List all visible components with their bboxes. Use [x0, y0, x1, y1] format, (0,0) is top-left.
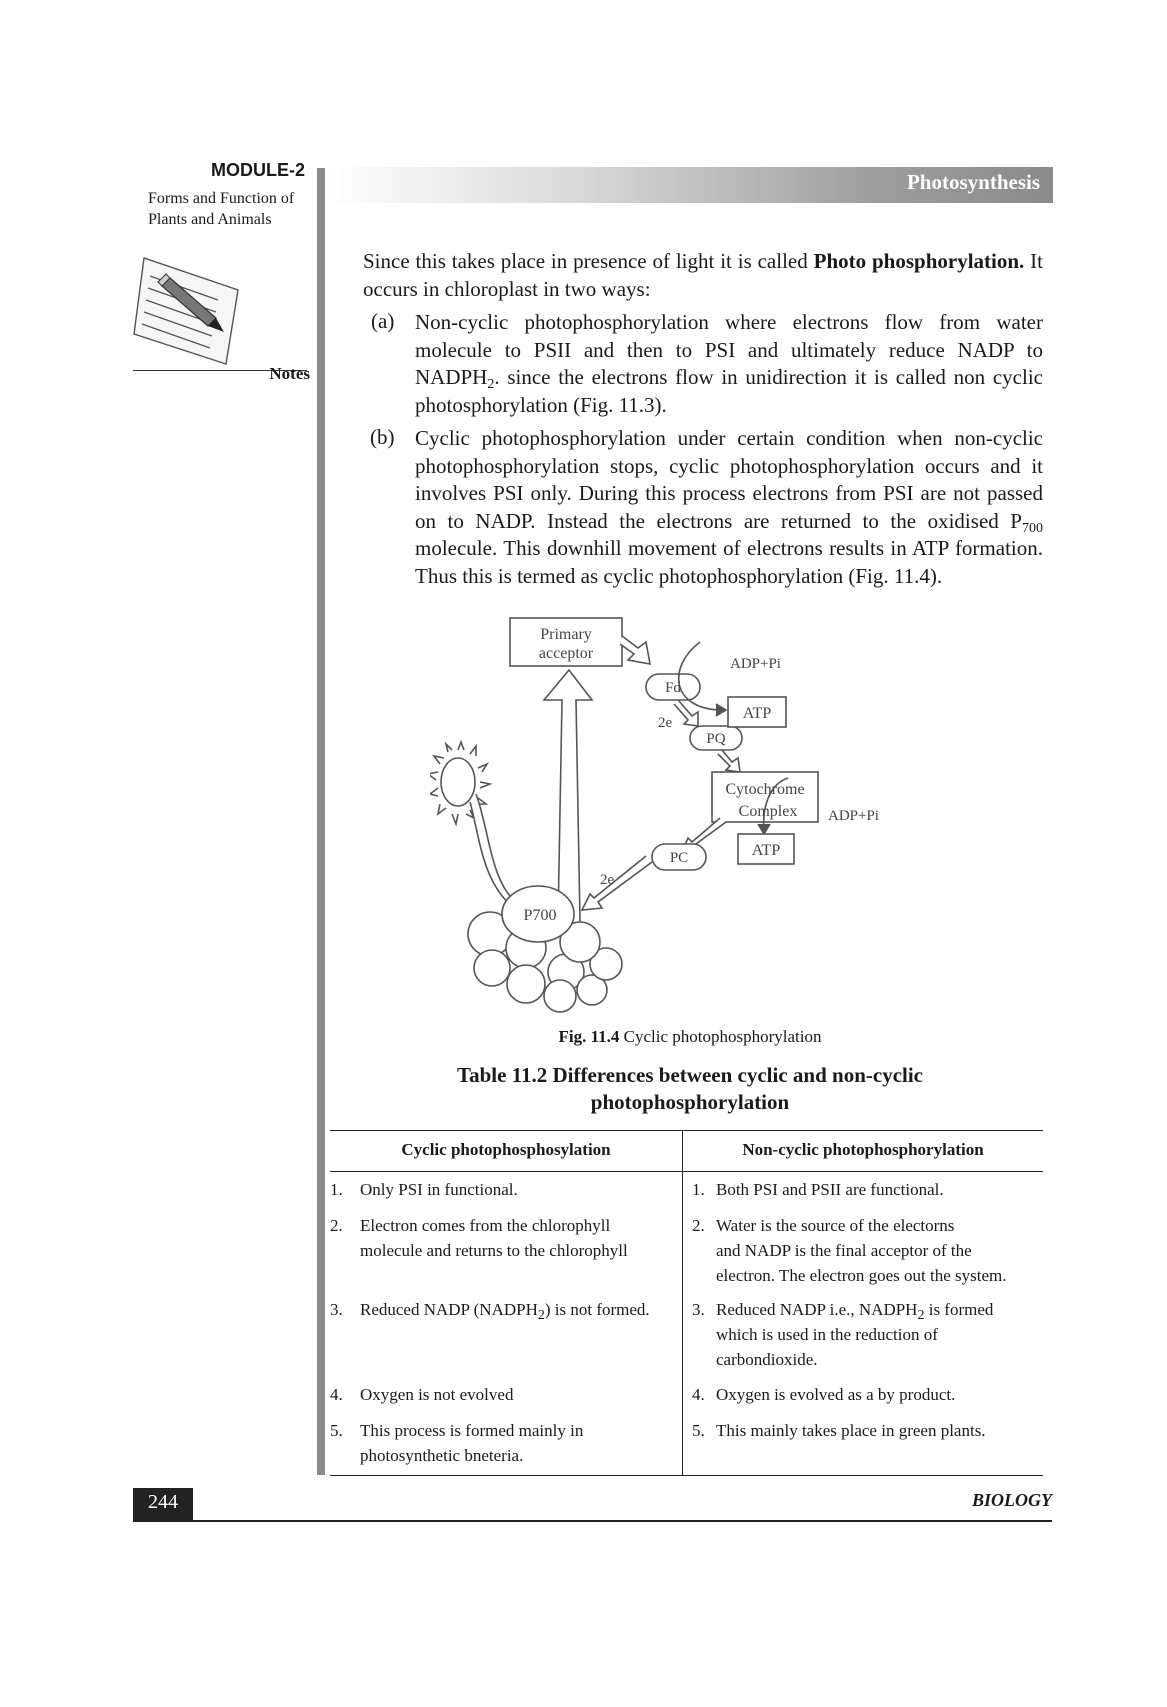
intro-bold-term: Photo phosphorylation.: [813, 249, 1025, 273]
adp-pi-label-1: ADP+Pi: [730, 656, 781, 672]
notes-label: Notes: [269, 364, 310, 383]
p700-label: P700: [523, 907, 557, 924]
page-number: 244: [148, 1491, 178, 1513]
table-cell-line: which is used in the reduction of: [716, 1325, 938, 1344]
item-b-text-end: molecule. This downhill movement of electrons results in ATP formation. Thus this is termed as cyclic photophosphorylation (Fig. 11.4).: [415, 536, 1043, 588]
item-a-marker: (a): [371, 309, 395, 333]
table-title-line1: Table 11.2 Differences between cyclic and non-cyclic: [456, 1063, 924, 1087]
table-cell: [360, 1418, 680, 1468]
table-cell: Oxygen is evolved as a by product.: [716, 1385, 956, 1404]
chapter-title: Photosynthesis: [906, 170, 1040, 194]
pq-label: PQ: [706, 731, 726, 747]
footer-rule: [133, 1520, 1052, 1522]
primary-acceptor-label-1: Primary: [540, 626, 592, 643]
figure-label: Fig. 11.4: [558, 1027, 620, 1046]
item-b-paragraph: [415, 425, 1043, 590]
electron-label-2: 2e: [600, 872, 615, 888]
item-b-text: Cyclic photophosphorylation under certain condition when non-cyclic photophosphorylation stops, cyclic photophosphorylation occurs and it involves PSI only. During this process electrons from PSI are not passed on to NADP. Instead the electrons are returned to the oxidised P: [415, 426, 1043, 533]
table-cell-line: Water is the source of the electоrns: [716, 1216, 955, 1235]
row-number: 5.: [330, 1421, 343, 1440]
table-cell-line: This process is formed mainly in: [360, 1421, 584, 1440]
table-cell: [716, 1297, 1042, 1372]
cytochrome-label-1: Cytochrome: [725, 781, 805, 798]
atp-label-2: ATP: [751, 842, 781, 859]
arrow-to-fd: [620, 636, 650, 664]
figure-caption: [430, 1027, 950, 1047]
table-cell-line: molecule and returns to the chlorophyll: [360, 1241, 628, 1260]
row-number: 1.: [692, 1180, 705, 1199]
module-subtitle: [148, 188, 305, 230]
table-cell: Both PSI and PSII are functional.: [716, 1180, 944, 1199]
table-bottom-rule: [330, 1475, 1043, 1476]
atp-arc-1-head: [716, 704, 726, 716]
table-title-line2: photophosphorylation: [590, 1090, 790, 1114]
footer-subject: BIOLOGY: [972, 1490, 1052, 1510]
item-a-text-end: . since the electrons flow in unidirection it is called non cyclic photosphorylation (Fig. 11.3).: [415, 365, 1043, 417]
table-cell-line: electron. The electron goes out the system.: [716, 1266, 1007, 1285]
intro-text: Since this takes place in presence of light it is called: [363, 249, 814, 273]
fd-label: Fd: [665, 680, 681, 696]
table-cell-text: Reduced NADP (NADPH: [360, 1300, 538, 1319]
item-b-subscript: 700: [1022, 520, 1043, 536]
table-cell: This mainly takes place in green plants.: [716, 1421, 986, 1440]
table-cell-subscript: 2: [537, 1308, 545, 1323]
module-subtitle-line2: Plants and Animals: [148, 211, 272, 228]
table-title: [420, 1062, 960, 1116]
row-number: 4.: [692, 1385, 705, 1404]
electron-label-1: 2e: [658, 715, 673, 731]
table-cell: Only PSI in functional.: [360, 1180, 518, 1199]
table-cell-text: Reduced NADP i.e., NADPH: [716, 1300, 918, 1319]
intro-paragraph: [363, 248, 1043, 303]
pc-label: PC: [669, 850, 689, 866]
table-cell-subscript: 2: [917, 1308, 925, 1323]
item-a-paragraph: [415, 309, 1043, 419]
table-cell: Oxygen is not evolved: [360, 1385, 514, 1404]
table-cell: [360, 1297, 682, 1322]
module-subtitle-line1: Forms and Function of: [148, 190, 295, 207]
table-header-rule: [330, 1171, 1043, 1172]
table-top-rule: [330, 1130, 1043, 1131]
table-cell-line: Electron comes from the chlorophyll: [360, 1216, 611, 1235]
atp-arc-2-head: [758, 824, 770, 834]
row-number: 2.: [330, 1216, 343, 1235]
table-column-divider: [682, 1130, 683, 1475]
comparison-table: [330, 1130, 1043, 1476]
item-a-text: Non-cyclic photophosphorylation where electrons flow from water molecule to PSII and then to PSI and ultimately reduce NADP to NADPH: [415, 310, 1043, 389]
item-a-subscript: 2: [487, 377, 495, 392]
table-cell-text: is formed: [924, 1300, 994, 1319]
excitation-arrow: [544, 670, 592, 922]
cyclic-photophosphorylation-diagram: [430, 612, 950, 1017]
table-header-cyclic: Cyclic photophosphosylation: [401, 1140, 611, 1159]
primary-acceptor-label-2: acceptor: [538, 645, 594, 662]
module-label: MODULE-2: [211, 160, 305, 180]
table-cell: [360, 1213, 680, 1263]
cytochrome-label-2: Complex: [738, 803, 798, 820]
figure-caption-text: Cyclic photophosphorylation: [623, 1027, 822, 1046]
item-b-marker: (b): [370, 425, 395, 449]
table-cell-text: ) is not formed.: [544, 1300, 650, 1319]
row-number: 3.: [692, 1300, 705, 1319]
table-cell: [716, 1213, 1042, 1288]
table-cell-line: carbondioxide.: [716, 1350, 818, 1369]
margin-divider: [317, 168, 325, 1475]
adp-pi-label-2: ADP+Pi: [828, 808, 879, 824]
table-cell-line: [716, 1297, 1042, 1322]
table-cell-line: photosynthetic bneteria.: [360, 1446, 524, 1465]
atp-label-1: ATP: [742, 705, 772, 722]
arrow-to-cytochrome: [718, 750, 740, 772]
row-number: 4.: [330, 1385, 343, 1404]
table-header-noncyclic: Non-cyclic photophosphorylation: [742, 1140, 984, 1159]
row-number: 2.: [692, 1216, 705, 1235]
row-number: 3.: [330, 1300, 343, 1319]
notebook-pencil-icon: [130, 252, 250, 372]
table-cell-line: and NADP is the final acceptor of the: [716, 1241, 972, 1260]
row-number: 1.: [330, 1180, 343, 1199]
arrow-to-p700: [582, 856, 652, 910]
row-number: 5.: [692, 1421, 705, 1440]
intro-text-end: It occurs in chloroplast in two ways:: [363, 249, 1044, 301]
